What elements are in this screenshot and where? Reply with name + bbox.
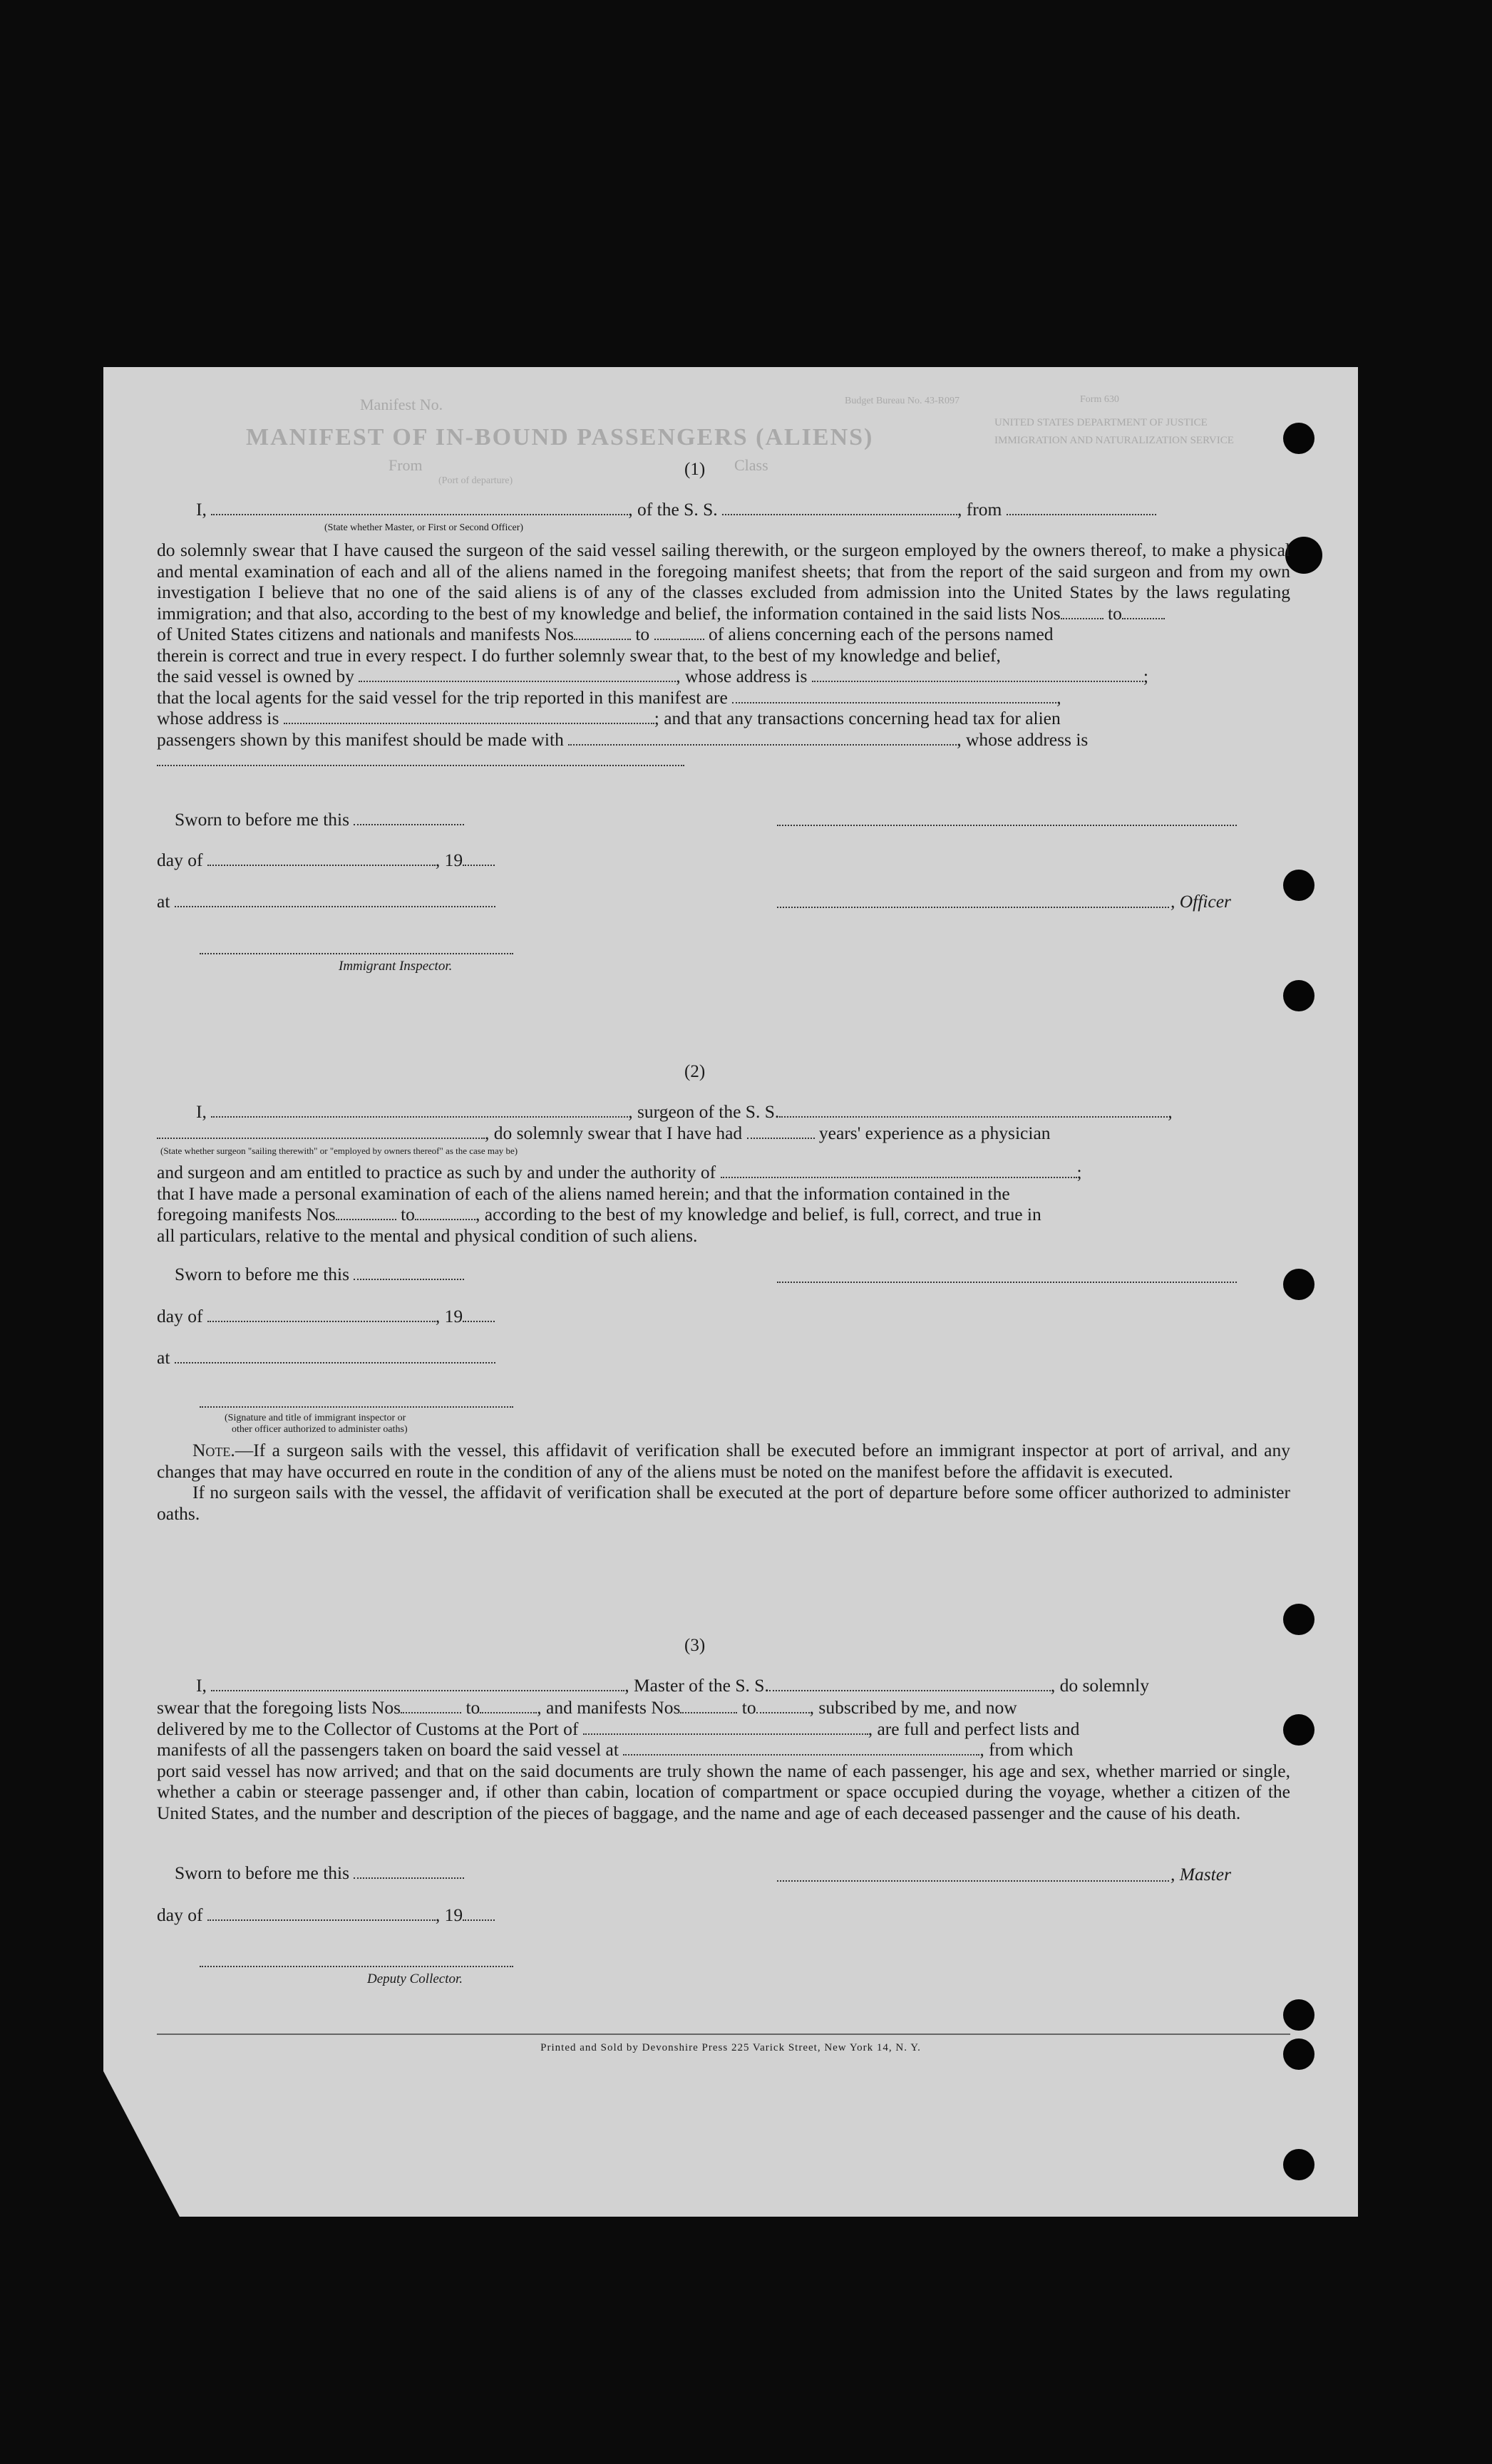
s2-vessel-field[interactable] bbox=[779, 1103, 1168, 1118]
s1-from: , from bbox=[957, 499, 1002, 520]
ghost-treasury: Form 630 bbox=[1080, 394, 1119, 405]
s3-l2-to2: to bbox=[741, 1697, 756, 1718]
s2-authority-field[interactable] bbox=[721, 1164, 1077, 1178]
s3-l4b: , from which bbox=[979, 1739, 1074, 1760]
s1-month-field[interactable] bbox=[207, 852, 436, 866]
s2-l5-to: to bbox=[401, 1204, 415, 1225]
s3-solemnly: , do solemnly bbox=[1050, 1675, 1149, 1696]
s2-paragraph: and surgeon and am entitled to practice as such by and under the authority of ; that I have made a personal examination of each of the aliens named herein; and that the information contained in the foregoing manifests Nos to , according to the best of my knowledge and belief, is full, correct, and true in all particulars, relative to the mental and physical condition of such aliens. bbox=[157, 1162, 1082, 1246]
s1-head-tax-address-field[interactable] bbox=[157, 752, 684, 766]
s3-l3b: , are full and perfect lists and bbox=[868, 1718, 1080, 1739]
s2-surgeon-signature-line[interactable] bbox=[777, 1282, 1237, 1283]
s1-officer-name-field[interactable] bbox=[211, 501, 628, 515]
s2-years-field[interactable] bbox=[747, 1125, 815, 1139]
s1-local-agents: that the local agents for the said vessel for the trip reported in this manifest are bbox=[157, 686, 728, 708]
ghost-title: MANIFEST OF IN-BOUND PASSENGERS (ALIENS) bbox=[246, 424, 874, 450]
s2-note2: If no surgeon sails with the vessel, the affidavit of verification shall be executed at the port of departure before some officer authorized to administer oaths. bbox=[157, 1482, 1290, 1524]
s2-sworn bbox=[175, 1264, 464, 1285]
torn-corner bbox=[102, 2068, 180, 2218]
s2-status-note: (State whether surgeon "sailing therewith" or "employed by owners thereof" as the case may be) bbox=[160, 1145, 518, 1156]
s1-para3: therein is correct and true in every respect. I do further solemnly swear that, to the best of my knowledge and belief, bbox=[157, 644, 1001, 666]
s3-para: port said vessel has now arrived; and that on the said documents are truly shown the name of each passenger, his age and sex, whether married or single, whether a cabin or steerage passenger and, if other than cabin, location of compartment or space occupied during the voyage, whether a citizen of the United States, and the number and description of the pieces of baggage, and the name and age of each deceased passenger and the cause of his death. bbox=[157, 1760, 1290, 1823]
binder-hole-2 bbox=[1285, 537, 1322, 574]
s3-line1 bbox=[196, 1675, 1149, 1696]
s3-l2a: swear that the foregoing lists Nos bbox=[157, 1697, 401, 1718]
ghost-service: IMMIGRATION AND NATURALIZATION SERVICE bbox=[994, 435, 1234, 446]
s3-embark-port-field[interactable] bbox=[623, 1741, 979, 1756]
s3-l4a: manifests of all the passengers taken on board the said vessel at bbox=[157, 1739, 619, 1760]
s2-at bbox=[157, 1347, 495, 1368]
s3-l2c: , subscribed by me, and now bbox=[809, 1697, 1017, 1718]
s1-whose-address: , whose address is bbox=[676, 666, 808, 686]
s1-whose-address2: whose address is bbox=[157, 708, 279, 728]
s1-whose-address3: , whose address is bbox=[957, 728, 1089, 750]
s3-port-field[interactable] bbox=[583, 1721, 868, 1735]
s3-sworn bbox=[175, 1862, 464, 1884]
ghost-manifest-no: Manifest No. bbox=[360, 396, 443, 413]
s2-years-label: years' experience as a physician bbox=[818, 1123, 1051, 1143]
s3-vessel-field[interactable] bbox=[769, 1677, 1051, 1691]
s1-agents-address-field[interactable] bbox=[284, 710, 654, 724]
s3-year-field[interactable] bbox=[463, 1907, 495, 1921]
s3-master-label: , Master bbox=[1171, 1864, 1231, 1885]
s1-officer-note: (State whether Master, or First or Second Officer) bbox=[324, 522, 524, 533]
section-2-number: (2) bbox=[684, 1062, 706, 1081]
ghost-form-no: Budget Bureau No. 43-R097 bbox=[845, 396, 959, 406]
s2-line2 bbox=[157, 1123, 1051, 1144]
s2-status-field[interactable] bbox=[157, 1125, 485, 1139]
s3-i: I, bbox=[196, 1675, 207, 1696]
s3-year-label: , 19 bbox=[435, 1904, 463, 1925]
s3-month-field[interactable] bbox=[207, 1907, 436, 1921]
ghost-from: From bbox=[389, 456, 423, 474]
s3-l3a: delivered by me to the Collector of Customs at the Port of bbox=[157, 1718, 579, 1739]
s1-vessel-field[interactable] bbox=[722, 501, 957, 515]
s1-inspector-label: Immigrant Inspector. bbox=[339, 959, 453, 974]
s3-manifest-from-field[interactable] bbox=[680, 1699, 737, 1713]
s1-para2-to: to bbox=[635, 624, 650, 644]
s3-master-signature-line[interactable] bbox=[777, 1880, 1169, 1882]
binder-hole-8 bbox=[1283, 1999, 1314, 2031]
binder-hole-5 bbox=[1283, 1269, 1314, 1300]
s1-agents-field[interactable] bbox=[732, 689, 1056, 703]
s2-year-label: , 19 bbox=[435, 1306, 463, 1326]
s3-manifest-to-field[interactable] bbox=[756, 1699, 810, 1713]
s3-master-of-ss: , Master of the S. S. bbox=[624, 1675, 769, 1696]
s3-sworn-label: Sworn to before me this bbox=[175, 1862, 350, 1883]
s1-para2: of United States citizens and nationals and manifests Nos bbox=[157, 624, 574, 644]
s1-manifest-to-field[interactable] bbox=[654, 626, 704, 640]
s2-sworn-day-field[interactable] bbox=[354, 1266, 464, 1280]
s3-list-to-field[interactable] bbox=[480, 1699, 537, 1713]
ghost-dept: UNITED STATES DEPARTMENT OF JUSTICE bbox=[994, 417, 1208, 428]
s2-sig-note2: other officer authorized to administer oaths) bbox=[232, 1424, 408, 1435]
s1-passengers: passengers shown by this manifest should be made with bbox=[157, 728, 564, 750]
s1-at-label: at bbox=[157, 891, 170, 912]
s1-inspector-signature-line[interactable] bbox=[200, 953, 513, 954]
s2-manifest-from-field[interactable] bbox=[336, 1206, 396, 1220]
s1-of-ss: , of the S. S. bbox=[628, 499, 718, 520]
binder-hole-1 bbox=[1283, 423, 1314, 454]
s1-list-to-field[interactable] bbox=[1122, 605, 1165, 619]
s1-day-of-label: day of bbox=[157, 850, 203, 870]
s1-day-of bbox=[157, 850, 495, 871]
s1-line1 bbox=[196, 499, 1156, 520]
s1-at-field[interactable] bbox=[175, 893, 495, 907]
s3-collector-signature-line[interactable] bbox=[200, 1966, 513, 1967]
s3-day-of bbox=[157, 1904, 495, 1926]
s2-surgeon-of-ss: , surgeon of the S. S. bbox=[628, 1101, 780, 1122]
s3-list-from-field[interactable] bbox=[401, 1699, 461, 1713]
s2-line1: I, , surgeon of the S. S. , bbox=[196, 1101, 1173, 1122]
s3-l2-to: to bbox=[465, 1697, 480, 1718]
s3-day-of-label: day of bbox=[157, 1904, 203, 1925]
printer-footer: Printed and Sold by Devonshire Press 225 Varick Street, New York 14, N. Y. bbox=[540, 2042, 921, 2053]
ghost-port-departure: (Port of departure) bbox=[438, 475, 513, 486]
ghost-class: Class bbox=[734, 456, 768, 474]
section-1-number: (1) bbox=[684, 460, 706, 479]
s2-l5a: foregoing manifests Nos bbox=[157, 1204, 336, 1225]
s2-l5b: , according to the best of my knowledge and belief, is full, correct, and true in bbox=[475, 1204, 1041, 1225]
footer-rule bbox=[157, 2033, 1290, 2035]
s1-officer-title-line[interactable] bbox=[777, 907, 1169, 908]
s1-head-tax-field[interactable] bbox=[568, 731, 957, 746]
s1-owner-address-field[interactable] bbox=[812, 668, 1143, 682]
s1-owner-field[interactable] bbox=[359, 668, 676, 682]
s2-at-field[interactable] bbox=[175, 1349, 495, 1364]
s1-sworn bbox=[175, 809, 464, 830]
s2-surgeon-name-field[interactable] bbox=[211, 1103, 628, 1118]
s1-para-text: do solemnly swear that I have caused the surgeon of the said vessel sailing therewith, or the surgeon employed by the owners thereof, to make a physical and mental examination of each and all of the aliens named in the foregoing manifest sheets; that from the report of the said surgeon and from my own investigation I believe that no one of the said aliens is of any of the classes excluded from admission into the United States by the laws regulating immigration; and that also, according to the best of my knowledge and belief, the information contained in the said lists Nos bbox=[157, 540, 1290, 624]
s1-at bbox=[157, 891, 495, 912]
s1-para2-rest: of aliens concerning each of the persons named bbox=[708, 624, 1054, 644]
s2-at-label: at bbox=[157, 1347, 170, 1368]
s1-sworn-label: Sworn to before me this bbox=[175, 809, 350, 830]
binder-hole-10 bbox=[1283, 2149, 1314, 2180]
binder-hole-4 bbox=[1283, 980, 1314, 1011]
s2-sig-note1: (Signature and title of immigrant inspector or bbox=[225, 1413, 406, 1423]
s1-para-to: to bbox=[1108, 602, 1122, 624]
s2-l4: that I have made a personal examination of each of the aliens named herein; and that the information contained in the bbox=[157, 1182, 1010, 1204]
s3-sworn-day-field[interactable] bbox=[354, 1865, 464, 1879]
s1-i: I, bbox=[196, 499, 207, 520]
s1-officer-signature-line[interactable] bbox=[777, 825, 1237, 826]
s1-officer-label: , Officer bbox=[1171, 891, 1231, 912]
s2-note bbox=[157, 1440, 1290, 1524]
s2-manifest-to-field[interactable] bbox=[415, 1206, 475, 1220]
s3-collector-label: Deputy Collector. bbox=[367, 1971, 463, 1986]
s1-port-from-field[interactable] bbox=[1007, 501, 1156, 515]
s1-manifest-from-field[interactable] bbox=[574, 626, 631, 640]
s3-paragraph bbox=[157, 1697, 1290, 1823]
s2-inspector-signature-line[interactable] bbox=[200, 1406, 513, 1408]
s2-day-of bbox=[157, 1306, 495, 1327]
s2-i: I, bbox=[196, 1101, 207, 1122]
s2-note-label: Note. bbox=[192, 1440, 235, 1460]
s3-l2b: , and manifests Nos bbox=[537, 1697, 681, 1718]
s2-day-of-label: day of bbox=[157, 1306, 203, 1326]
binder-hole-3 bbox=[1283, 870, 1314, 901]
s2-month-field[interactable] bbox=[207, 1308, 436, 1322]
s1-sworn-day-field[interactable] bbox=[354, 811, 464, 825]
s2-sworn-label: Sworn to before me this bbox=[175, 1264, 350, 1284]
s2-year-field[interactable] bbox=[463, 1308, 495, 1322]
s1-year-field[interactable] bbox=[463, 852, 495, 866]
s1-paragraph: do solemnly swear that I have caused the surgeon of the said vessel sailing therewith, or the surgeon employed by the owners thereof, to make a physical and mental examination of each and all of the aliens named in the foregoing manifest sheets; that from the report of the said surgeon and from my own investigation I believe that no one of the said aliens is of any of the classes excluded from admission into the United States by the laws regulating immigration; and that also, according to the best of my knowledge and belief, the information contained in the said lists Nos to of United States citizens and nationals and manifests Nos to of aliens concerning each of the persons named therein is correct and true in every respect. I do further solemnly swear that, to the best of my knowledge and belief, the said vessel is owned by , whose address is ; that the local agents for the said vessel for the trip reported in this manifest are , whose address is ; and that any transactions concerning head tax for alien passengers shown by this manifest should be made with , whose address is bbox=[157, 540, 1290, 771]
section-3-number: (3) bbox=[684, 1636, 706, 1655]
s2-l3: and surgeon and am entitled to practice as such by and under the authority of bbox=[157, 1162, 716, 1182]
s2-swear: , do solemnly swear that I have had bbox=[485, 1123, 743, 1143]
s1-head-tax: ; and that any transactions concerning head tax for alien bbox=[654, 708, 1061, 728]
binder-hole-6 bbox=[1283, 1604, 1314, 1635]
manifest-form-sheet bbox=[103, 367, 1358, 2217]
s1-owned-by: the said vessel is owned by bbox=[157, 666, 354, 686]
s2-note-text: —If a surgeon sails with the vessel, this affidavit of verification shall be executed before an immigrant inspector at port of arrival, and any changes that may have occurred en route in the condition of any of the aliens must be noted on the manifest before the affidavit is executed. bbox=[157, 1440, 1290, 1482]
s2-l6: all particulars, relative to the mental and physical condition of such aliens. bbox=[157, 1225, 698, 1246]
s1-list-from-field[interactable] bbox=[1061, 605, 1103, 619]
s3-master-name-field[interactable] bbox=[211, 1677, 624, 1691]
s1-year-label: , 19 bbox=[435, 850, 463, 870]
